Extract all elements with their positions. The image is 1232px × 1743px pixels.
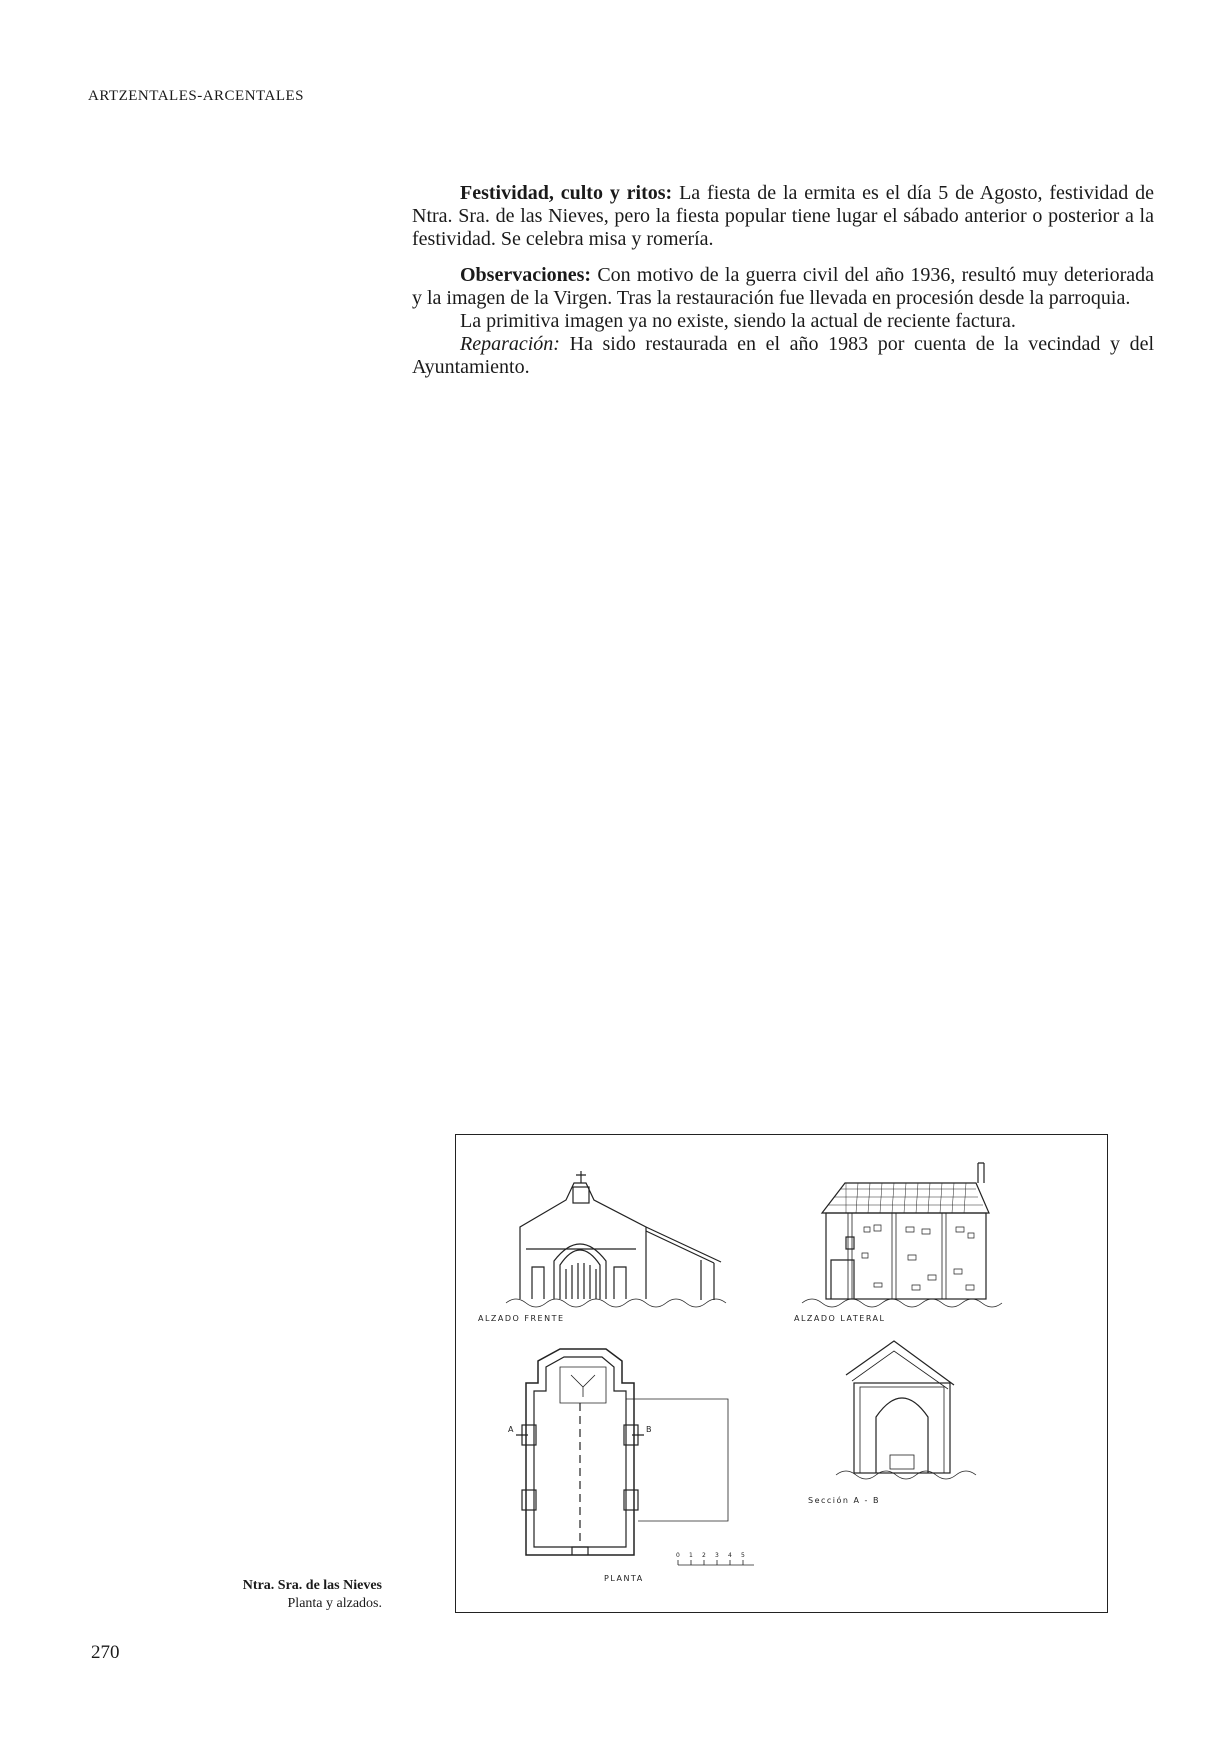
reparacion-label: Reparación:	[460, 333, 560, 355]
page-number: 270	[91, 1642, 120, 1663]
scale-tick-4: 4	[728, 1552, 732, 1559]
scale-tick-2: 2	[702, 1552, 706, 1559]
running-head: ARTZENTALES-ARCENTALES	[88, 88, 305, 104]
alzado-lateral-label: ALZADO LATERAL	[794, 1314, 886, 1323]
scale-tick-1: 1	[689, 1552, 693, 1559]
scale-tick-3: 3	[715, 1552, 719, 1559]
observaciones-label: Observaciones:	[460, 264, 592, 286]
reparacion-text: Ha sido restaurada en el año 1983 por cuenta de la vecindad y del Ayuntamiento.	[412, 333, 1154, 378]
alzado-frente-drawing	[478, 1171, 726, 1323]
seccion-label: Sección A - B	[808, 1496, 880, 1505]
scale-bar	[676, 1552, 754, 1565]
scale-tick-5: 5	[741, 1552, 745, 1559]
architectural-drawing-figure	[455, 1134, 1108, 1613]
paragraph-imagen: La primitiva imagen ya no existe, siendo la actual de reciente factura.	[460, 310, 1016, 332]
seccion-ab-drawing	[808, 1341, 976, 1505]
drawing-svg	[456, 1135, 1106, 1611]
paragraph-observaciones	[412, 264, 1154, 310]
article-body	[412, 182, 1154, 379]
observaciones-text: Con motivo de la guerra civil del año 1936, resultó muy deteriorada y la imagen de la Virgen. Tras la restauración fue llevada en procesión desde la parroquia.	[412, 264, 1154, 309]
planta-drawing	[508, 1349, 728, 1583]
caption-title: Ntra. Sra. de las Nieves	[242, 1578, 382, 1593]
alzado-lateral-drawing	[794, 1163, 1002, 1323]
paragraph-reparacion	[412, 333, 1154, 379]
caption-subtitle: Planta y alzados.	[287, 1596, 382, 1611]
scale-tick-0: 0	[676, 1552, 680, 1559]
mark-b-label: B	[646, 1425, 653, 1434]
festividad-text: La fiesta de la ermita es el día 5 de Agosto, festividad de Ntra. Sra. de las Nieves, pero la fiesta popular tiene lugar el sábado anterior o posterior a la festividad. Se celebra misa y romería.	[412, 182, 1154, 250]
figure-caption	[243, 1577, 382, 1613]
planta-label: PLANTA	[604, 1574, 644, 1583]
festividad-label: Festividad, culto y ritos:	[460, 182, 673, 204]
alzado-frente-label: ALZADO FRENTE	[478, 1314, 565, 1323]
paragraph-festividad	[412, 182, 1154, 251]
mark-a-label: A	[508, 1425, 515, 1434]
